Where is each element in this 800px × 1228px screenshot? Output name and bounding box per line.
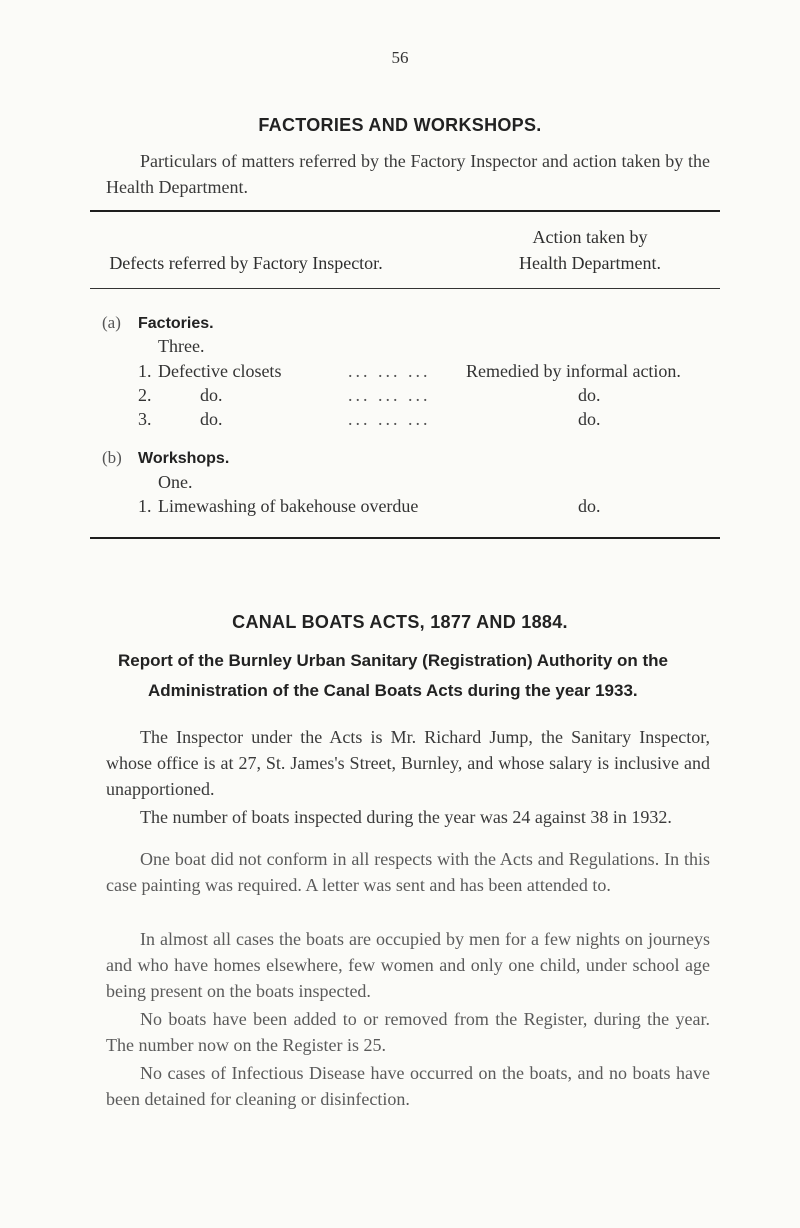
col-header-action [470, 224, 710, 276]
group-a-count: Three. [158, 336, 205, 356]
table-row: 3. [138, 409, 152, 429]
leader-dots: ... ... ... [348, 361, 431, 381]
col-header-action-line1: Action taken by [532, 227, 648, 247]
table-row: 1. [138, 496, 152, 516]
paragraph-infectious-disease: No cases of Infectious Disease have occurred on the boats, and no boats have been detained for cleaning or disinfection. [106, 1063, 710, 1109]
table-row: 2. [138, 385, 152, 405]
defect-cell: do. [200, 385, 223, 405]
table-header-rule [90, 288, 720, 289]
leader-dots: ... ... ... [348, 409, 431, 429]
defect-cell: Defective closets [158, 361, 282, 381]
report-heading-line2: Administration of the Canal Boats Acts during the year 1933. [148, 681, 638, 700]
table-bottom-rule [90, 537, 720, 539]
factories-heading: FACTORIES AND WORKSHOPS. [258, 115, 542, 135]
table-row: 1. [138, 361, 152, 381]
group-b-title: Workshops. [138, 450, 230, 467]
paragraph-nonconformity: One boat did not conform in all respects with the Acts and Regulations. In this case painting was required. A letter was sent and has been attended to. [106, 849, 710, 895]
page-number: 56 [391, 48, 409, 67]
defect-cell: do. [200, 409, 223, 429]
action-cell: do. [578, 409, 601, 429]
factories-intro: Particulars of matters referred by the Factory Inspector and action taken by the Health Department. [106, 151, 710, 197]
canal-heading: CANAL BOATS ACTS, 1877 AND 1884. [232, 612, 568, 632]
paragraph-inspector: The Inspector under the Acts is Mr. Richard Jump, the Sanitary Inspector, whose office is at 27, St. James's Street, Burnley, and whose salary is inclusive and unapportioned. [106, 727, 710, 799]
action-cell: Remedied by informal action. [466, 361, 681, 381]
action-cell: do. [578, 385, 601, 405]
leader-dots: ... ... ... [348, 385, 431, 405]
paragraph-occupancy: In almost all cases the boats are occupied by men for a few nights on journeys and who have homes elsewhere, few women and only one child, under school age being present on the boats inspected. [106, 929, 710, 1001]
col-header-defects: Defects referred by Factory Inspector. [109, 253, 383, 273]
defect-cell: Limewashing of bakehouse overdue [158, 496, 419, 516]
table-top-rule [90, 210, 720, 212]
col-header-action-line2: Health Department. [519, 253, 661, 273]
group-b-count: One. [158, 472, 193, 492]
action-cell: do. [578, 496, 601, 516]
report-heading-line1: Report of the Burnley Urban Sanitary (Registration) Authority on the [118, 651, 669, 670]
group-a-title: Factories. [138, 315, 214, 332]
report-heading [118, 646, 718, 706]
paragraph-register: No boats have been added to or removed from the Register, during the year. The number now on the Register is 25. [106, 1009, 710, 1055]
group-b-label: (b) [102, 448, 122, 467]
group-a-label: (a) [102, 313, 121, 332]
paragraph-boats-inspected: The number of boats inspected during the year was 24 against 38 in 1932. [140, 807, 672, 827]
